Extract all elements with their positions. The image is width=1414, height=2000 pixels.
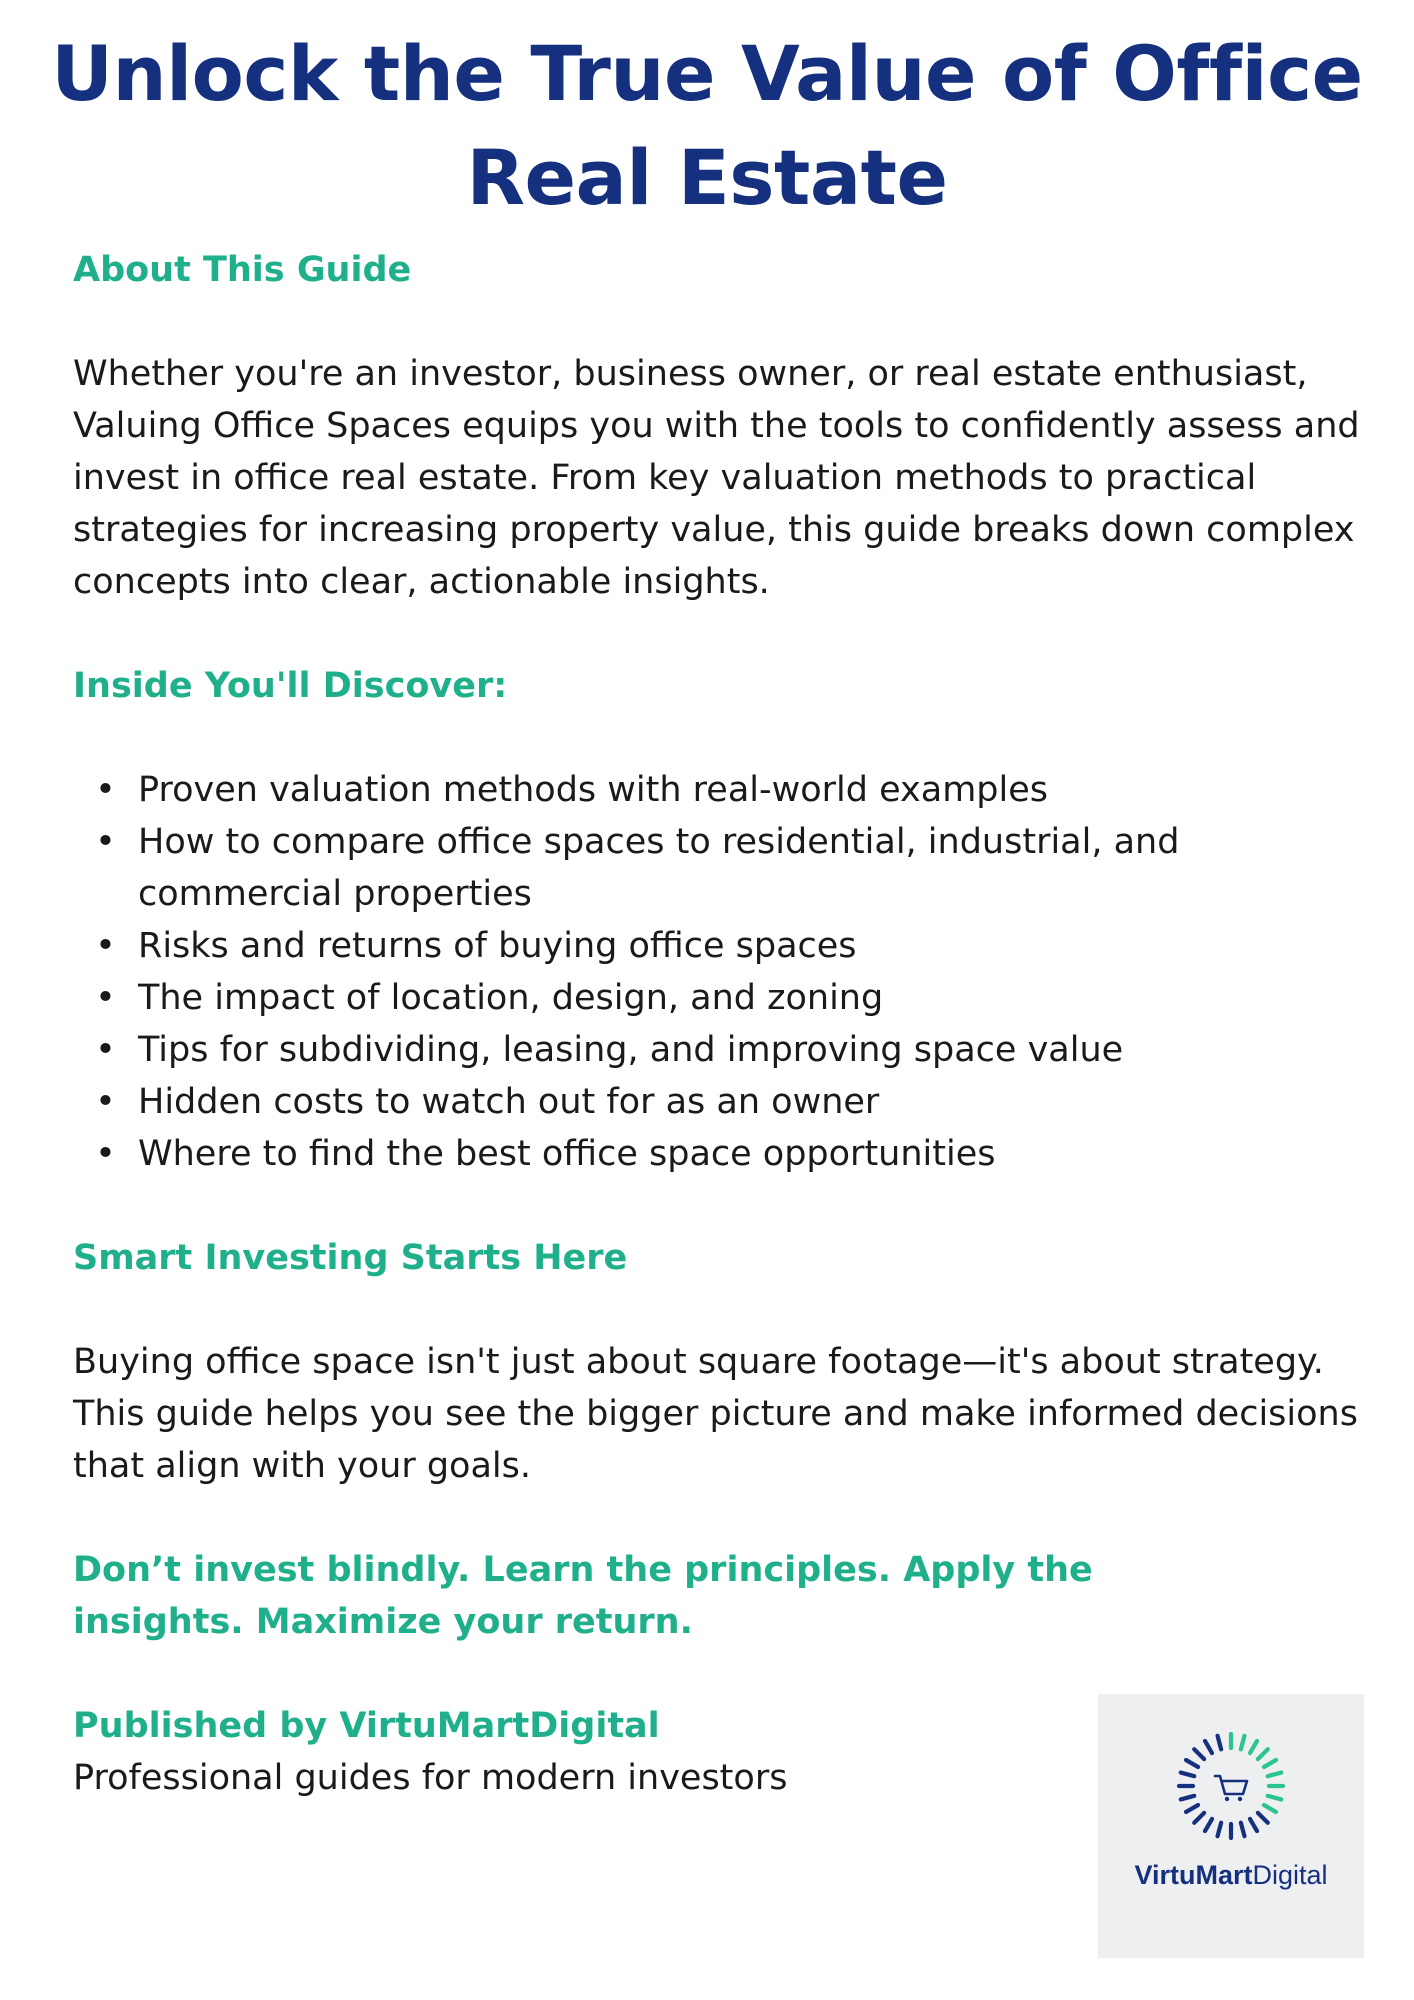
publisher-logo <box>1098 1694 1364 1958</box>
logo-ray <box>1194 1813 1204 1823</box>
logo-ray <box>1218 1736 1222 1750</box>
logo-ray <box>1258 1749 1268 1759</box>
list-item: • Hidden costs to watch out for as an owner <box>73 1076 1373 1128</box>
logo-ray <box>1218 1823 1222 1837</box>
spacer <box>73 1284 1373 1336</box>
list-item: • Risks and returns of buying office spaces <box>73 920 1373 972</box>
logo-ray <box>1268 1796 1282 1800</box>
bullet-icon: • <box>95 1030 116 1070</box>
logo-ray <box>1241 1736 1245 1750</box>
publisher-heading: Published by VirtuMartDigital <box>73 1706 660 1746</box>
spacer <box>73 296 1373 348</box>
list-item: • Tips for subdividing, leasing, and improving space value <box>73 1024 1373 1076</box>
tagline: Don’t invest blindly. Learn the principles. Apply the insights. Maximize your return. <box>73 1550 1093 1642</box>
list-item: • The impact of location, design, and zoning <box>73 972 1373 1024</box>
logo-ray <box>1186 1805 1198 1812</box>
bullet-icon: • <box>95 1134 116 1174</box>
logo-ray <box>1194 1749 1204 1759</box>
logo-burst-icon <box>1177 1732 1285 1840</box>
bullet-icon: • <box>95 822 116 862</box>
page-title: Unlock the True Value of Office Real Estate <box>51 29 1363 222</box>
logo-ray <box>1181 1773 1195 1777</box>
logo-ray <box>1250 1741 1257 1753</box>
spacer <box>73 1492 1373 1544</box>
about-heading: About This Guide <box>73 250 412 290</box>
list-item: • Proven valuation methods with real-world examples <box>73 764 1373 816</box>
bullet-icon: • <box>95 978 116 1018</box>
list-item: • Where to find the best office space opportunities <box>73 1128 1373 1180</box>
list-item: • How to compare office spaces to residential, industrial, and commercial properties <box>73 816 1373 920</box>
logo-ray <box>1205 1819 1212 1831</box>
shopping-cart-icon <box>1215 1776 1247 1801</box>
logo-ray <box>1241 1823 1245 1837</box>
logo-ray <box>1264 1805 1276 1812</box>
bullet-icon: • <box>95 926 116 966</box>
smart-body: Buying office space isn't just about square footage—it's about strategy. This guide helps you see the bigger picture and make informed decisions that align with your goals. <box>73 1342 1358 1486</box>
logo-ray <box>1258 1813 1268 1823</box>
smart-heading: Smart Investing Starts Here <box>73 1238 628 1278</box>
discover-heading: Inside You'll Discover: <box>73 666 508 706</box>
spacer <box>73 608 1373 660</box>
logo-wordmark: VirtuMartDigital <box>1134 1860 1328 1890</box>
logo-ray <box>1186 1760 1198 1767</box>
spacer <box>73 712 1373 764</box>
logo-ray <box>1264 1760 1276 1767</box>
about-body: Whether you're an investor, business owner, or real estate enthusiast, Valuing Office Spaces equips you with the tools to confidently assess and invest in office real estate. From key valuation methods to practical strategies for increasing property value, this guide breaks down complex concepts into clear, actionable insights. <box>73 354 1360 602</box>
publisher-subtitle: Professional guides for modern investors <box>73 1758 788 1798</box>
logo-ray <box>1250 1819 1257 1831</box>
spacer <box>73 1648 1373 1700</box>
main-content <box>73 244 1373 1804</box>
bullet-icon: • <box>95 770 116 810</box>
logo-ray <box>1205 1741 1212 1753</box>
discover-list <box>73 764 1373 1180</box>
logo-ray <box>1181 1796 1195 1800</box>
logo-ray <box>1268 1773 1282 1777</box>
spacer <box>73 1180 1373 1232</box>
bullet-icon: • <box>95 1082 116 1122</box>
